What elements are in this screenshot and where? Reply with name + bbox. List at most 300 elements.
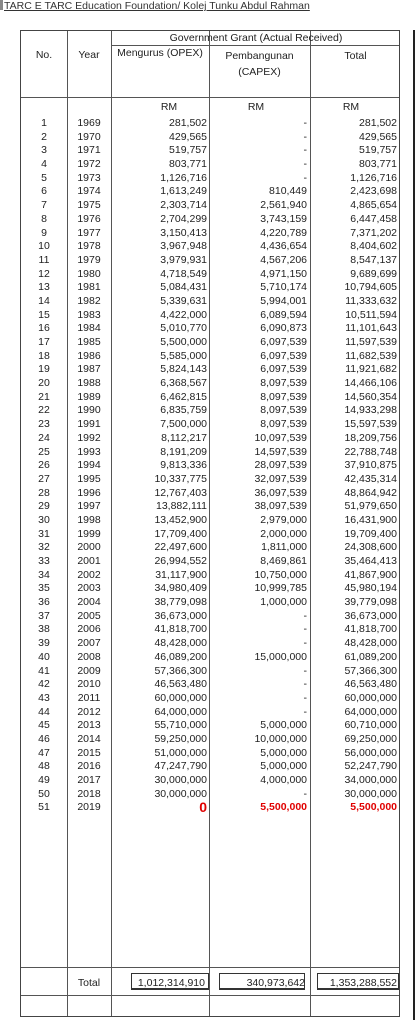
row-capex: 5,000,000	[260, 746, 307, 759]
table-row	[21, 268, 401, 282]
row-total: 42,435,314	[344, 472, 397, 485]
row-no: 34	[38, 568, 50, 581]
row-no: 14	[38, 294, 50, 307]
table-row	[21, 596, 401, 610]
row-opex: 13,882,111	[156, 500, 207, 513]
row-no: 19	[38, 363, 50, 376]
totals-total: 1,353,288,552	[329, 977, 397, 989]
table-row	[21, 446, 401, 460]
row-capex: 5,994,001	[260, 294, 307, 307]
row-capex: -	[303, 691, 307, 704]
header-year: Year	[78, 49, 100, 61]
row-capex: 810,449	[269, 185, 307, 198]
table-row	[21, 418, 401, 432]
row-opex: 6,835,759	[160, 404, 207, 417]
row-no: 39	[38, 637, 50, 650]
row-year: 1984	[77, 322, 101, 335]
row-no: 27	[38, 472, 50, 485]
row-year: 1981	[77, 281, 101, 294]
grant-table	[20, 30, 400, 1017]
row-opex: 12,767,403	[154, 486, 207, 499]
table-row	[21, 610, 401, 624]
table-row	[21, 117, 401, 131]
row-opex: 55,710,000	[154, 719, 207, 732]
row-no: 11	[38, 253, 50, 266]
row-year: 1969	[77, 117, 101, 129]
header-opex: Mengurus (OPEX)	[117, 47, 203, 59]
row-year: 1991	[77, 418, 101, 431]
row-year: 2011	[77, 691, 101, 704]
table-row	[21, 692, 401, 706]
row-total: 15,597,539	[344, 418, 397, 431]
row-year: 2000	[77, 541, 101, 554]
row-total: 10,511,594	[345, 308, 397, 321]
row-year: 1992	[77, 431, 101, 444]
row-no: 12	[38, 267, 50, 280]
row-total: 64,000,000	[344, 705, 397, 718]
row-year: 1973	[77, 171, 101, 184]
row-no: 28	[38, 486, 50, 499]
row-year: 1978	[77, 240, 101, 253]
row-capex: 10,750,000	[254, 568, 307, 581]
row-capex: 2,000,000	[260, 527, 307, 540]
row-capex: 1,000,000	[260, 596, 307, 609]
row-year: 1994	[77, 459, 101, 472]
row-no: 43	[38, 691, 50, 704]
row-year: 2007	[77, 637, 101, 650]
row-capex: 8,097,539	[260, 404, 307, 417]
row-year: 1986	[77, 349, 101, 362]
unit-capex: RM	[247, 101, 265, 113]
row-no: 35	[38, 582, 50, 595]
row-opex: 31,117,900	[155, 568, 207, 581]
table-row	[21, 528, 401, 542]
row-capex: 4,971,150	[260, 267, 307, 280]
table-row	[21, 213, 401, 227]
totals-capex: 340,973,642	[246, 977, 305, 989]
row-year: 1988	[77, 377, 101, 390]
table-row	[21, 623, 401, 637]
page-edge-bar	[413, 30, 415, 1020]
row-no: 36	[38, 596, 50, 609]
row-opex: 803,771	[169, 158, 207, 171]
row-year: 2015	[77, 746, 101, 759]
table-row	[21, 473, 401, 487]
row-opex: 51,000,000	[154, 746, 207, 759]
row-total: 8,547,137	[350, 253, 397, 266]
row-no: 47	[38, 746, 50, 759]
row-capex: -	[303, 623, 307, 636]
row-total: 41,818,700	[344, 623, 397, 636]
row-year: 2005	[77, 609, 101, 622]
row-total: 69,250,000	[344, 732, 397, 745]
row-total: 56,000,000	[344, 746, 397, 759]
row-no: 13	[38, 281, 50, 294]
row-opex: 5,084,431	[160, 281, 207, 294]
row-no: 20	[38, 377, 50, 390]
row-year: 1998	[77, 513, 101, 526]
row-total: 19,709,400	[344, 527, 397, 540]
row-opex: 9,813,336	[160, 459, 207, 472]
row-no: 51	[38, 801, 50, 814]
row-total: 11,682,539	[345, 349, 397, 362]
row-no: 23	[38, 418, 50, 431]
row-opex: 57,366,300	[154, 664, 207, 677]
header-total: Total	[344, 50, 367, 62]
row-capex: 15,000,000	[254, 650, 307, 663]
row-capex: 8,469,861	[260, 555, 307, 567]
row-year: 1990	[77, 404, 101, 417]
row-capex: -	[303, 787, 307, 800]
table-row	[21, 788, 401, 802]
header-divider-bottom	[21, 97, 399, 98]
row-total: 519,757	[359, 144, 397, 157]
row-capex: 4,567,206	[260, 253, 307, 266]
row-total: 11,597,539	[345, 336, 397, 348]
table-row	[21, 131, 401, 145]
table-row	[21, 801, 401, 815]
unit-total: RM	[342, 101, 360, 113]
row-no: 6	[41, 185, 47, 198]
table-row	[21, 459, 401, 473]
row-opex: 6,462,815	[160, 390, 207, 403]
row-total: 37,910,875	[344, 459, 397, 472]
row-opex: 0	[199, 799, 207, 816]
row-year: 1982	[77, 294, 101, 307]
row-opex: 4,422,000	[160, 308, 207, 321]
table-row	[21, 665, 401, 679]
row-no: 50	[38, 787, 50, 800]
table-row	[21, 760, 401, 774]
row-capex: 8,097,539	[260, 377, 307, 390]
row-capex: 36,097,539	[254, 486, 307, 499]
table-row	[21, 254, 401, 268]
totals-label: Total	[77, 977, 101, 989]
table-row	[21, 487, 401, 501]
table-row	[21, 199, 401, 213]
row-capex: 28,097,539	[254, 459, 307, 472]
header-capex-line1: Pembangunan	[225, 50, 294, 62]
row-year: 1987	[77, 363, 101, 376]
row-opex: 519,757	[169, 144, 207, 157]
row-year: 1983	[77, 308, 101, 321]
table-row	[21, 569, 401, 583]
page-edge-mark	[0, 0, 3, 10]
table-row	[21, 733, 401, 747]
row-total: 61,089,200	[344, 650, 397, 663]
row-year: 1996	[77, 486, 101, 499]
row-no: 44	[38, 705, 50, 718]
row-year: 2001	[77, 555, 101, 567]
row-year: 1972	[77, 158, 101, 171]
row-no: 7	[41, 199, 47, 212]
row-year: 2018	[77, 787, 101, 800]
row-opex: 1,126,716	[160, 171, 207, 184]
row-total: 11,333,632	[345, 294, 397, 307]
table-row	[21, 514, 401, 528]
row-total: 48,864,942	[344, 486, 397, 499]
row-total: 281,502	[359, 117, 397, 129]
footer-divider	[21, 995, 399, 996]
header-capex-line2: (CAPEX)	[238, 66, 281, 78]
row-capex: -	[303, 158, 307, 171]
row-capex: 6,089,594	[260, 308, 307, 321]
row-total: 41,867,900	[344, 568, 397, 581]
row-capex: -	[303, 171, 307, 184]
row-total: 11,101,643	[345, 322, 397, 335]
table-row	[21, 432, 401, 446]
totals-opex: 1,012,314,910	[137, 977, 205, 989]
row-total: 14,933,298	[344, 404, 397, 417]
row-opex: 3,150,413	[160, 226, 207, 239]
row-opex: 8,191,209	[160, 445, 207, 458]
row-no: 30	[38, 513, 50, 526]
row-opex: 5,824,143	[160, 363, 207, 376]
row-year: 2014	[77, 732, 101, 745]
row-capex: 14,597,539	[254, 445, 307, 458]
row-capex: -	[303, 130, 307, 143]
row-capex: 3,743,159	[260, 212, 307, 225]
row-year: 1979	[77, 253, 101, 266]
row-year: 2004	[77, 596, 101, 609]
row-total: 803,771	[359, 158, 397, 171]
row-no: 21	[38, 390, 50, 403]
row-no: 29	[38, 500, 50, 513]
row-total: 48,428,000	[344, 637, 397, 650]
row-year: 2017	[77, 774, 101, 786]
row-total: 57,366,300	[344, 664, 397, 677]
row-year: 1993	[77, 445, 101, 458]
table-row	[21, 582, 401, 596]
row-total: 35,464,413	[344, 555, 397, 567]
row-opex: 30,000,000	[154, 787, 207, 800]
row-year: 2006	[77, 623, 101, 636]
row-year: 2019	[77, 801, 101, 814]
row-opex: 5,339,631	[160, 294, 207, 307]
row-no: 46	[38, 732, 50, 745]
row-total: 36,673,000	[344, 609, 397, 622]
table-row	[21, 637, 401, 651]
row-opex: 34,980,409	[154, 582, 207, 595]
table-row	[21, 336, 401, 350]
table-row	[21, 322, 401, 336]
table-row	[21, 500, 401, 514]
table-row	[21, 774, 401, 788]
row-no: 2	[41, 130, 47, 143]
row-no: 40	[38, 650, 50, 663]
row-no: 9	[41, 226, 47, 239]
row-total: 10,794,605	[344, 281, 397, 294]
row-year: 2002	[77, 568, 101, 581]
row-no: 41	[38, 664, 50, 677]
row-opex: 46,563,480	[154, 678, 207, 691]
row-total: 24,308,600	[344, 541, 397, 554]
row-opex: 3,979,931	[160, 253, 207, 266]
row-opex: 2,704,299	[160, 212, 207, 225]
row-no: 31	[38, 527, 50, 540]
row-opex: 13,452,900	[154, 513, 207, 526]
totals-row	[21, 975, 401, 991]
table-row	[21, 404, 401, 418]
table-row	[21, 350, 401, 364]
table-row	[21, 363, 401, 377]
row-capex: 6,097,539	[260, 336, 307, 348]
row-no: 17	[38, 336, 50, 348]
row-year: 1975	[77, 199, 101, 212]
row-opex: 4,718,549	[160, 267, 207, 280]
row-total: 5,500,000	[350, 801, 397, 814]
row-no: 42	[38, 678, 50, 691]
row-opex: 47,247,790	[154, 760, 207, 773]
row-no: 10	[38, 240, 50, 253]
row-year: 1980	[77, 267, 101, 280]
table-row	[21, 309, 401, 323]
row-total: 9,689,699	[350, 267, 397, 280]
row-no: 4	[41, 158, 47, 171]
row-no: 5	[41, 171, 47, 184]
row-capex: -	[303, 637, 307, 650]
row-capex: -	[303, 117, 307, 129]
row-total: 14,466,106	[344, 377, 397, 390]
document-title: TARC E TARC Education Foundation/ Kolej Tunku Abdul Rahman	[4, 0, 310, 12]
row-capex: 4,220,789	[260, 226, 307, 239]
row-total: 51,979,650	[344, 500, 397, 513]
row-total: 30,000,000	[344, 787, 397, 800]
row-opex: 281,502	[169, 117, 207, 129]
row-capex: 8,097,539	[260, 390, 307, 403]
row-capex: 32,097,539	[254, 472, 307, 485]
row-no: 16	[38, 322, 50, 335]
table-row	[21, 185, 401, 199]
row-capex: 10,000,000	[254, 732, 307, 745]
row-capex: -	[303, 144, 307, 157]
row-total: 52,247,790	[344, 760, 397, 773]
row-opex: 429,565	[169, 130, 207, 143]
row-total: 2,423,698	[350, 185, 397, 198]
row-capex: 1,811,000	[261, 541, 307, 554]
row-year: 2012	[77, 705, 101, 718]
row-capex: 2,561,940	[260, 199, 307, 212]
row-total: 60,000,000	[344, 691, 397, 704]
row-no: 3	[41, 144, 47, 157]
row-no: 45	[38, 719, 50, 732]
row-capex: 2,979,000	[260, 513, 307, 526]
table-row	[21, 158, 401, 172]
row-total: 45,980,194	[344, 582, 397, 595]
row-total: 6,447,458	[350, 212, 397, 225]
header-government-grant: Government Grant (Actual Received)	[169, 32, 343, 44]
row-total: 18,209,756	[344, 431, 397, 444]
row-opex: 64,000,000	[154, 705, 207, 718]
table-row	[21, 678, 401, 692]
row-year: 1976	[77, 212, 101, 225]
row-opex: 1,613,249	[160, 185, 207, 198]
row-capex: -	[303, 609, 307, 622]
row-no: 33	[38, 555, 50, 567]
table-row	[21, 144, 401, 158]
row-year: 1977	[77, 226, 101, 239]
row-year: 1997	[77, 500, 101, 513]
row-no: 48	[38, 760, 50, 773]
row-year: 1995	[77, 472, 101, 485]
table-row	[21, 555, 401, 569]
row-opex: 60,000,000	[154, 691, 207, 704]
row-year: 2003	[77, 582, 101, 595]
row-opex: 22,497,600	[154, 541, 207, 554]
row-capex: 5,500,000	[260, 801, 307, 814]
row-total: 11,921,682	[345, 363, 397, 376]
row-opex: 17,709,400	[154, 527, 207, 540]
row-capex: -	[303, 705, 307, 718]
row-opex: 26,994,552	[154, 555, 207, 567]
row-opex: 38,779,098	[154, 596, 207, 609]
row-year: 2008	[77, 650, 101, 663]
table-row	[21, 227, 401, 241]
unit-opex: RM	[160, 101, 178, 113]
row-opex: 48,428,000	[154, 637, 207, 650]
table-row	[21, 172, 401, 186]
row-total: 46,563,480	[344, 678, 397, 691]
row-year: 2009	[77, 664, 101, 677]
row-no: 49	[38, 774, 50, 786]
row-capex: 6,090,873	[260, 322, 307, 335]
row-capex: 10,097,539	[254, 431, 307, 444]
row-opex: 5,010,770	[160, 322, 207, 335]
row-total: 1,126,716	[350, 171, 397, 184]
row-capex: 38,097,539	[254, 500, 307, 513]
table-row	[21, 377, 401, 391]
row-year: 1999	[77, 527, 101, 540]
row-year: 1985	[77, 336, 101, 348]
row-capex: 5,000,000	[260, 719, 307, 732]
table-row	[21, 651, 401, 665]
row-total: 60,710,000	[344, 719, 397, 732]
row-year: 1970	[77, 130, 101, 143]
row-total: 429,565	[359, 130, 397, 143]
table-row	[21, 747, 401, 761]
row-no: 38	[38, 623, 50, 636]
row-opex: 59,250,000	[154, 732, 207, 745]
table-row	[21, 706, 401, 720]
table-body	[21, 117, 401, 815]
row-capex: 5,000,000	[260, 760, 307, 773]
row-no: 26	[38, 459, 50, 472]
row-opex: 41,818,700	[154, 623, 207, 636]
row-year: 1989	[77, 390, 101, 403]
row-opex: 2,303,714	[160, 199, 207, 212]
row-no: 8	[41, 212, 47, 225]
row-no: 15	[38, 308, 50, 321]
row-year: 1974	[77, 185, 101, 198]
row-total: 4,865,654	[350, 199, 397, 212]
header-no: No.	[35, 49, 53, 61]
row-opex: 8,112,217	[161, 431, 207, 444]
row-capex: 6,097,539	[260, 349, 307, 362]
row-opex: 30,000,000	[154, 774, 207, 786]
row-capex: 4,000,000	[260, 774, 307, 786]
table-row	[21, 281, 401, 295]
row-no: 25	[38, 445, 50, 458]
row-total: 8,404,602	[350, 240, 397, 253]
row-opex: 10,337,775	[154, 472, 207, 485]
table-row	[21, 541, 401, 555]
row-opex: 6,368,567	[160, 377, 207, 390]
row-total: 7,371,202	[350, 226, 397, 239]
row-capex: 5,710,174	[260, 281, 307, 294]
row-total: 14,560,354	[344, 390, 397, 403]
row-year: 1971	[77, 144, 101, 157]
row-year: 2013	[77, 719, 101, 732]
